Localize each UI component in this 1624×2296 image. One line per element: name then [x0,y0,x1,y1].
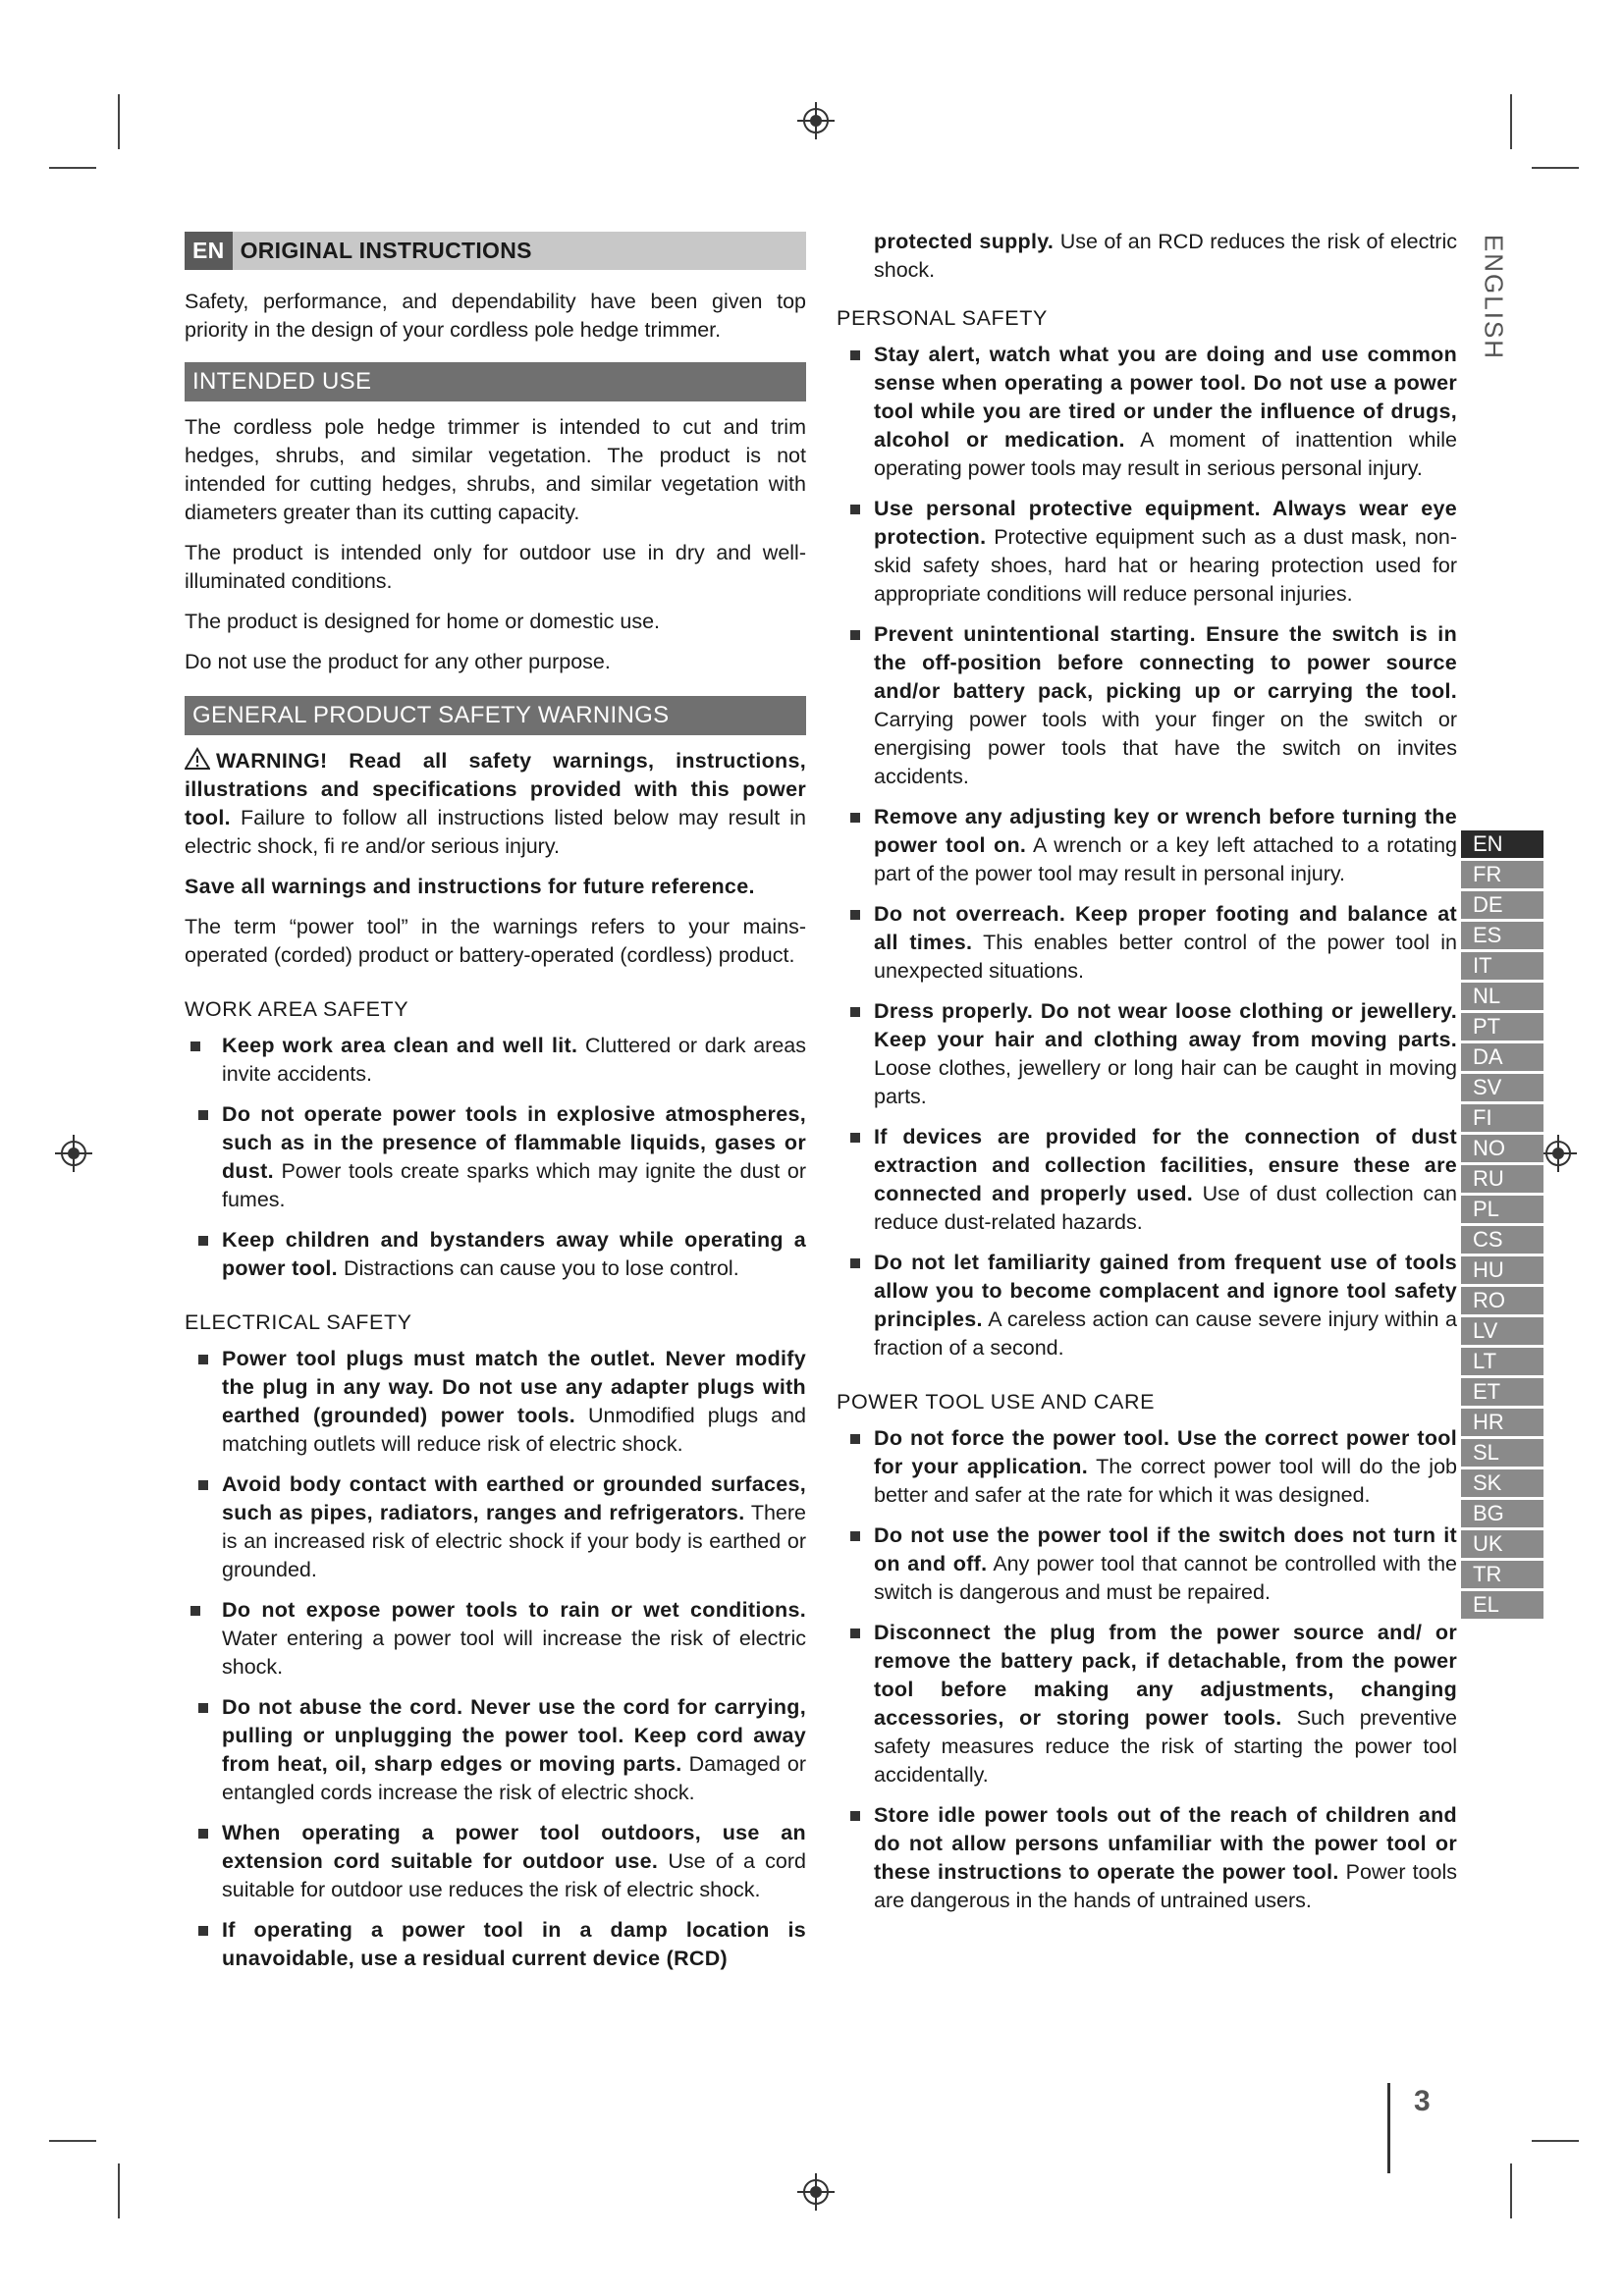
warning-text: Failure to follow all instructions listed below may result in electric shock, fi re and/or serious injury. [185,806,806,858]
bullet-icon [198,1236,208,1246]
paragraph: The product is intended only for outdoor use in dry and well-illuminated conditions. [185,541,806,593]
tab-pt[interactable]: PT [1461,1013,1543,1043]
tab-sk[interactable]: SK [1461,1469,1543,1500]
crop-mark [49,2140,96,2142]
subheading-power-tool: POWER TOOL USE AND CARE [837,1390,1156,1414]
bullet-icon [190,1041,200,1051]
intro-paragraph: Safety, performance, and dependability have been given top priority in the design of your cordless pole hedge trimmer. [185,290,806,342]
registration-mark-icon [55,1135,92,1172]
section-title: ORIGINAL INSTRUCTIONS [240,238,532,263]
tab-fi[interactable]: FI [1461,1104,1543,1135]
list-item: Use personal protective equipment. Always wear eye protection. Protective equipment such as a dust mask, non-skid safety shoes, hard hat or hearing protection used for appropriate conditions will reduce personal injuries. [837,495,1457,609]
list-item: Do not operate power tools in explosive atmospheres, such as in the presence of flammable liquids, gases or dust. Power tools create sparks which may ignite the dust or fumes. [185,1100,806,1214]
list-item: Keep work area clean and well lit. Cluttered or dark areas invite accidents. [185,1032,806,1089]
list-item: Do not abuse the cord. Never use the cord for carrying, pulling or unplugging the power tool. Keep cord away from heat, oil, sharp edges or moving parts. Damaged or entangled cords increase the risk of electric shock. [185,1693,806,1807]
registration-mark-icon [797,102,835,139]
bullet-icon [850,1811,860,1821]
bullet-icon [850,1133,860,1143]
bullet-icon [198,1703,208,1713]
tab-lv[interactable]: LV [1461,1317,1543,1348]
bullet-icon [850,350,860,360]
list-item: Remove any adjusting key or wrench before turning the power tool on. A wrench or a key left attached to a rotating part of the power tool may result in personal injury. [837,803,1457,888]
registration-mark-icon [1540,1135,1577,1172]
tab-fr[interactable]: FR [1461,861,1543,891]
section-header-intended-use: INTENDED USE [185,362,806,401]
section-header-general-safety: GENERAL PRODUCT SAFETY WARNINGS [185,696,806,735]
list-item: Do not expose power tools to rain or wet conditions. Water entering a power tool will increase the risk of electric shock. [185,1596,806,1682]
bullet-icon [850,1007,860,1017]
tab-en[interactable]: EN [1461,830,1543,861]
tab-hu[interactable]: HU [1461,1256,1543,1287]
tab-sv[interactable]: SV [1461,1074,1543,1104]
tab-cs[interactable]: CS [1461,1226,1543,1256]
crop-mark [118,94,120,149]
tab-ro[interactable]: RO [1461,1287,1543,1317]
subheading-electrical: ELECTRICAL SAFETY [185,1310,412,1334]
list-item: If operating a power tool in a damp location is unavoidable, use a residual current device (RCD) [185,1916,806,1973]
left-column [185,232,806,1985]
crop-mark [1532,2140,1579,2142]
paragraph: The product is designed for home or domestic use. [185,610,661,633]
right-column [837,228,1457,1927]
section-header-original-instructions [185,232,806,270]
tab-no[interactable]: NO [1461,1135,1543,1165]
page-number: 3 [1414,2085,1431,2117]
bullet-icon [198,1926,208,1936]
bullet-icon [198,1110,208,1120]
bullet-icon [850,505,860,514]
tab-tr[interactable]: TR [1461,1561,1543,1591]
crop-mark [1510,94,1512,149]
tab-et[interactable]: ET [1461,1378,1543,1409]
tab-nl[interactable]: NL [1461,983,1543,1013]
side-language-label: ENGLISH [1479,234,1509,361]
list-item: Keep children and bystanders away while operating a power tool. Distractions can cause you to lose control. [185,1226,806,1283]
warning-bold: WARNING! Read all safety warnings, instructions, illustrations and specifications provided with this power tool. [185,749,806,829]
subheading-personal: PERSONAL SAFETY [837,306,1048,330]
list-item: Dress properly. Do not wear loose clothing or jewellery. Keep your hair and clothing away from moving parts. Loose clothes, jewellery or long hair can be caught in moving parts. [837,997,1457,1111]
bullet-icon [850,1258,860,1268]
bullet-icon [850,1434,860,1444]
crop-mark [1510,2163,1512,2218]
paragraph: Do not use the product for any other purpose. [185,650,611,673]
bullet-icon [198,1480,208,1490]
tab-ru[interactable]: RU [1461,1165,1543,1196]
tab-uk[interactable]: UK [1461,1530,1543,1561]
tab-hr[interactable]: HR [1461,1409,1543,1439]
bullet-icon [850,1629,860,1638]
bullet-icon [850,910,860,920]
crop-mark [118,2163,120,2218]
list-item: Power tool plugs must match the outlet. Never modify the plug in any way. Do not use any adapter plugs with earthed (grounded) power tools. Unmodified plugs and matching outlets will reduce risk of electric shock. [185,1345,806,1459]
tab-bg[interactable]: BG [1461,1500,1543,1530]
bullet-icon [850,630,860,640]
list-item: If devices are provided for the connection of dust extraction and collection facilities, ensure these are connected and properly used. Use of dust collection can reduce dust-related hazards. [837,1123,1457,1237]
list-item: Prevent unintentional starting. Ensure the switch is in the off-position before connecting to power source and/or battery pack, picking up or carrying the tool. Carrying power tools with your finger on the switch or energising power tools that have the switch on invites accidents. [837,620,1457,791]
bullet-icon [190,1606,200,1616]
list-item: Do not use the power tool if the switch does not turn it on and off. Any power tool that cannot be controlled with the switch is dangerous and must be repaired. [837,1522,1457,1607]
paragraph: The cordless pole hedge trimmer is intended to cut and trim hedges, shrubs, and similar vegetation. The product is not intended for cutting hedges, shrubs, and similar vegetation with diameters greater than its cutting capacity. [185,415,806,524]
tab-de[interactable]: DE [1461,891,1543,922]
list-item: Do not overreach. Keep proper footing and balance at all times. This enables better control of the power tool in unexpected situations. [837,900,1457,986]
tab-da[interactable]: DA [1461,1043,1543,1074]
list-item: Store idle power tools out of the reach of children and do not allow persons unfamiliar with the power tool or these instructions to operate the power tool. Power tools are dangerous in the hands of untrained users. [837,1801,1457,1915]
bullet-icon [198,1355,208,1364]
tab-it[interactable]: IT [1461,952,1543,983]
warning-triangle-icon [185,747,210,771]
tab-lt[interactable]: LT [1461,1348,1543,1378]
registration-mark-icon [797,2173,835,2211]
continued-paragraph: protected supply. Use of an RCD reduces the risk of electric shock. [874,230,1457,282]
list-item: Disconnect the plug from the power source and/ or remove the battery pack, if detachable, from the power tool before making any adjustments, changing accessories, or storing power tools. Such preventive safety measures reduce the risk of starting the power tool accidentally. [837,1619,1457,1789]
list-item: Avoid body contact with earthed or grounded surfaces, such as pipes, radiators, ranges and refrigerators. There is an increased risk of electric shock if your body is earthed or grounded. [185,1470,806,1584]
warning-paragraph [185,747,806,861]
crop-mark [49,167,96,169]
subheading-work-area: WORK AREA SAFETY [185,997,409,1021]
language-code: EN [185,232,233,270]
tab-pl[interactable]: PL [1461,1196,1543,1226]
list-item: Stay alert, watch what you are doing and use common sense when operating a power tool. Do not use a power tool while you are tired or under the influence of drugs, alcohol or medication. A moment of inattention while operating power tools may result in serious personal injury. [837,341,1457,483]
list-item: When operating a power tool outdoors, use an extension cord suitable for outdoor use. Use of a cord suitable for outdoor use reduces the risk of electric shock. [185,1819,806,1904]
page-number-divider [1387,2083,1390,2173]
tab-es[interactable]: ES [1461,922,1543,952]
bullet-icon [850,1531,860,1541]
list-item: Do not force the power tool. Use the correct power tool for your application. The correct power tool will do the job better and safer at the rate for which it was designed. [837,1424,1457,1510]
bullet-icon [198,1829,208,1839]
crop-mark [1532,167,1579,169]
save-instructions: Save all warnings and instructions for future reference. [185,875,755,898]
language-tabs [1461,830,1543,1622]
paragraph: The term “power tool” in the warnings refers to your mains-operated (corded) product or battery-operated (cordless) product. [185,915,806,967]
bullet-icon [850,813,860,823]
list-item: Do not let familiarity gained from frequent use of tools allow you to become complacent and ignore tool safety principles. A careless action can cause severe injury within a fraction of a second. [837,1249,1457,1362]
tab-sl[interactable]: SL [1461,1439,1543,1469]
tab-el[interactable]: EL [1461,1591,1543,1622]
